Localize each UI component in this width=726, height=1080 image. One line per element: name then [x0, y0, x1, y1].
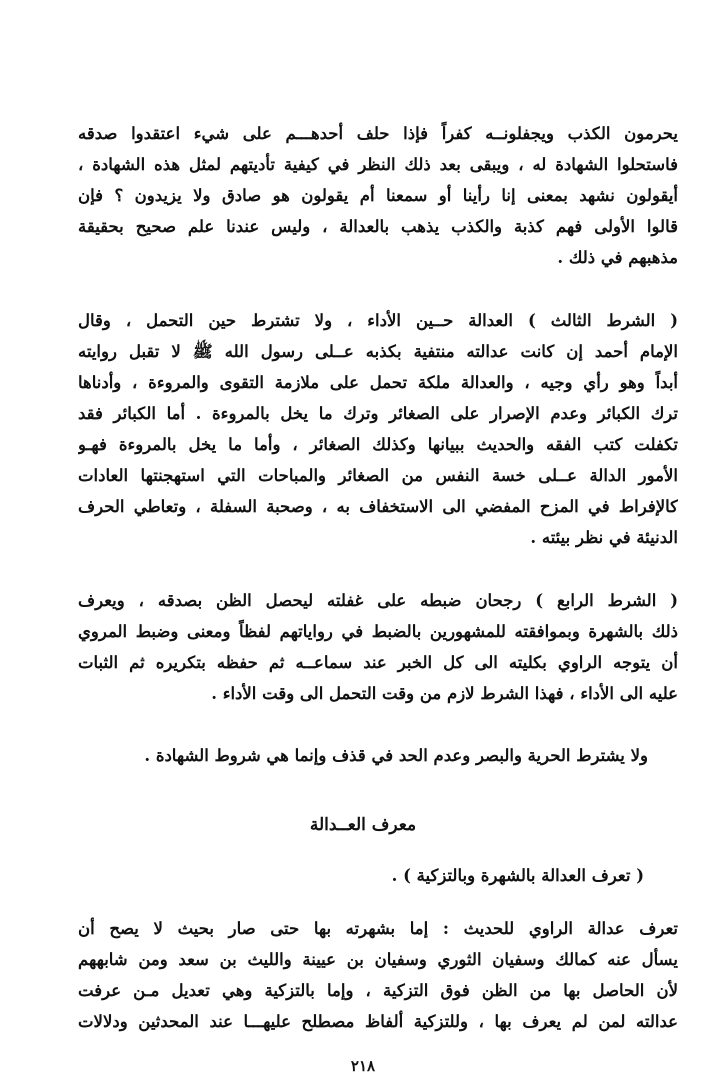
text-line: فاستحلوا الشهادة له ، ويبقى بعد ذلك النظر في كيفية تأديتهم لمثل هذه الشهادة ، — [78, 155, 678, 174]
paragraph-3 — [78, 585, 678, 709]
text-line: أن يتوجه الراوي بكليته الى كل الخبر عند سماعــه ثم حفظه بتكريره ثم الثبات — [78, 653, 678, 672]
text-line: أيقولون نشهد بمعنى إنا رأينا أو سمعنا أم يقولون هو صادق ولا يزيدون ؟ فإن — [78, 186, 678, 205]
paragraph-1 — [78, 118, 678, 273]
text-line: ( الشرط الثالث ) العدالة حــين الأداء ، ولا تشترط حين التحمل ، وقال — [78, 311, 678, 330]
text-line: تكفلت كتب الفقه والحديث ببيانها وكذلك الصغائر ، وأما ما يخل بالمروءة فهـو — [78, 435, 678, 454]
text-line: عليه الى الأداء ، فهذا الشرط لازم من وقت التحمل الى وقت الأداء . — [211, 684, 678, 703]
section-subheading: ( تعرف العدالة بالشهرة وبالتزكية ) . — [391, 866, 644, 885]
text-line: يسأل عنه كمالك وسفيان الثوري وسفيان بن عيينة والليث بن سعد ومن شابههم — [78, 950, 678, 969]
text-line: ولا يشترط الحرية والبصر وعدم الحد في قذف وإنما هي شروط الشهادة . — [144, 746, 648, 765]
text-line: قالوا الأولى فهم كذبة والكذب يذهب بالعدالة ، وليس عندنا علم صحيح بحقيقة — [78, 217, 678, 236]
text-line: يحرمون الكذب ويجفلونــه كفراً فإذا حلف أحدهـــم على شيء اعتقدوا صدقه — [78, 124, 678, 143]
text-line: أبداً وهو رأي وجيه ، والعدالة ملكة تحمل على ملازمة التقوى والمروءة ، وأدناها — [78, 373, 678, 392]
text-line: لأن الحاصل بها من الظن فوق التزكية ، وإما بالتزكية وهي تعديل مـن عرفت — [78, 981, 678, 1000]
text-line: تعرف عدالة الراوي للحديث : إما بشهرته بها حتى صار بحيث لا يصح أن — [78, 919, 678, 938]
text-line: مذهبهم في ذلك . — [557, 248, 678, 267]
text-line: عدالته لمن لم يعرف بها ، وللتزكية ألفاظ مصطلح عليهـــا عند المحدثين ودلالات — [78, 1012, 678, 1031]
text-line: الدنيئة في نظر بيئته . — [530, 528, 678, 547]
text-line: كالإفراط في المزح المفضي الى الاستخفاف به ، وصحبة السفلة ، وتعاطي الحرف — [78, 497, 678, 516]
text-line: ( الشرط الرابع ) رجحان ضبطه على غفلته ليحصل الظن بصدقه ، ويعرف — [78, 591, 678, 610]
paragraph-5 — [78, 913, 678, 1037]
paragraph-2 — [78, 305, 678, 553]
paragraph-4 — [78, 740, 678, 771]
text-line: ذلك بالشهرة وبموافقته للمشهورين بالضبط في رواياتهم لفظاً ومعنى وضبط المروي — [78, 622, 678, 641]
page-number: ٢١٨ — [350, 1057, 376, 1075]
text-line: الأمور الدالة عــلى خسة النفس من الصغائر والمباحات التي استهجنتها العادات — [78, 466, 678, 485]
text-line: ترك الكبائر وعدم الإصرار على الصغائر وترك ما يخل بالمروءة . أما الكبائر فقد — [78, 404, 678, 423]
text-line: الإمام أحمد إن كانت عدالته منتفية بكذبه عــلى رسول الله ﷺ لا تقبل روايته — [78, 342, 678, 361]
section-heading: معرف العــدالة — [309, 815, 417, 835]
